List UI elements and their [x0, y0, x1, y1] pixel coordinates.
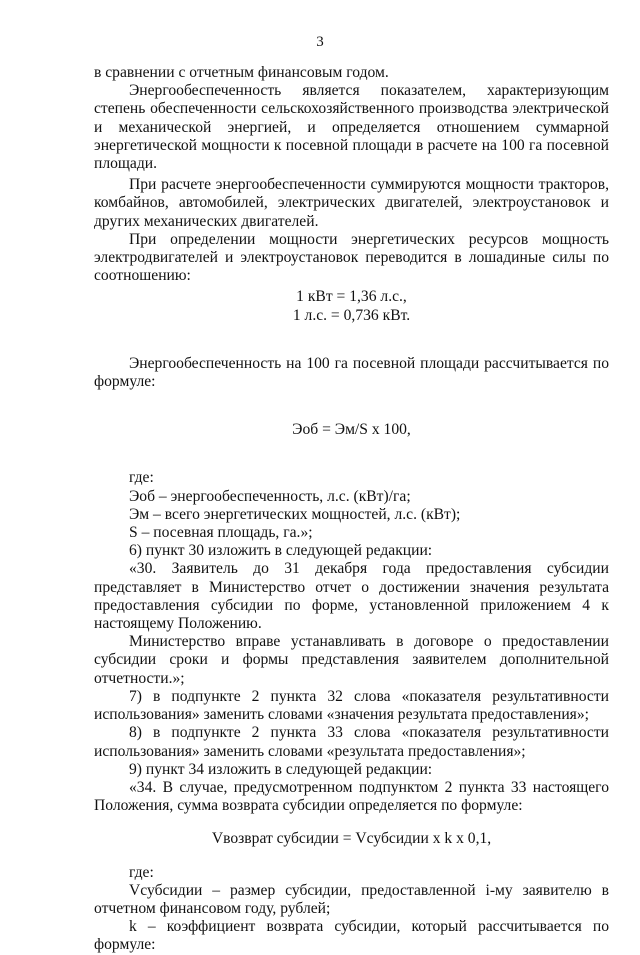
paragraph-power-sum: При расчете энергообеспеченности суммируются мощности тракторов, комбайнов, автомобилей, электрических двигателей, электроустановок и других механических двигателей.: [94, 176, 609, 230]
item-7: 7) в подпункте 2 пункта 32 слова «показателя результативности использования» заменить словами «значения результата предоставления»;: [94, 687, 609, 724]
definition-s: S – посевная площадь, га.»;: [129, 524, 313, 542]
clause-30: «30. Заявитель до 31 декабря года предоставления субсидии представляет в Министерство отчет о достижении значения результата предоставления субсидии по форме, установленной приложением 4 к настоящему Положению.: [94, 560, 609, 633]
paragraph-ministry-rights: Министерство вправе устанавливать в договоре о предоставлении субсидии сроки и формы представления заявителем дополнительной отчетности.»;: [94, 633, 609, 687]
formula-energy: Эоб = Эм/S х 100,: [292, 421, 411, 439]
paragraph-energy-formula-intro: Энергообеспеченность на 100 га посевной площади рассчитывается по формуле:: [94, 354, 609, 391]
paragraph-energy-definition: Энергообеспеченность является показателем, характеризующим степень обеспеченности сельскохозяйственного производства электрической и механической энергией, и определяется отношением суммарной энергетической мощности к посевной площади в расчете на 100 га посевной площади.: [94, 82, 609, 173]
where-label-2: где:: [129, 863, 154, 881]
formula-kw-to-hp: 1 кВт = 1,36 л.с.,: [296, 288, 407, 306]
formula-hp-to-kw: 1 л.с. = 0,736 кВт.: [292, 306, 411, 324]
definition-eob: Эоб – энергообеспеченность, л.с. (кВт)/га;: [129, 487, 411, 505]
definition-k: k – коэффициент возврата субсидии, который рассчитывается по формуле:: [94, 918, 609, 954]
where-label-1: где:: [129, 469, 154, 487]
formula-refund: Vвозврат субсидии = Vсубсидии х k х 0,1,: [211, 830, 492, 848]
item-9: 9) пункт 34 изложить в следующей редакции:: [129, 760, 433, 778]
paragraph-conversion: При определении мощности энергетических ресурсов мощность электродвигателей и электроустановок переводится в лошадиные силы по соотношению:: [94, 230, 609, 285]
clause-34: «34. В случае, предусмотренном подпунктом 2 пункта 33 настоящего Положения, сумма возврата субсидии определяется по формуле:: [94, 778, 609, 815]
document-body: [94, 64, 609, 955]
item-8: 8) в подпункте 2 пункта 33 слова «показателя результативности использования» заменить словами «результата предоставления»;: [94, 724, 609, 760]
page-number: 3: [316, 34, 324, 50]
item-6: 6) пункт 30 изложить в следующей редакции:: [129, 542, 433, 560]
definition-vsubsidy: Vсубсидии – размер субсидии, предоставленной i-му заявителю в отчетном финансовом году, рублей;: [94, 881, 609, 917]
definition-em: Эм – всего энергетических мощностей, л.с. (кВт);: [129, 505, 461, 523]
paragraph-continuation: в сравнении с отчетным финансовым годом.: [94, 64, 389, 81]
